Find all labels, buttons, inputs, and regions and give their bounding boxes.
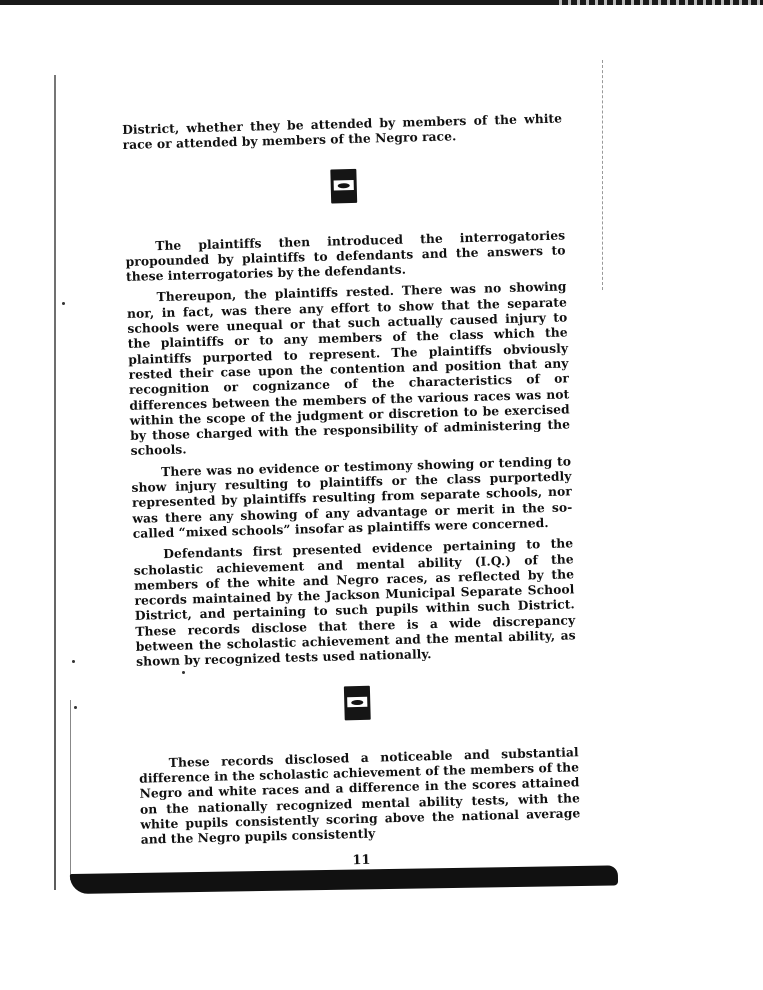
left-page-edge — [54, 75, 56, 890]
right-page-edge — [602, 60, 604, 290]
paragraph-no-evidence: There was no evidence or testimony showing or tending to show injury resulting to plaintiffs or the class purportedly represented by plaintiffs resulting from separate schools, nor was there any showing of any advantage or merit in the so-called “mixed schools” insofar as plaintiffs were concerned. — [131, 453, 573, 541]
scan-speck — [62, 302, 65, 305]
scan-speck — [72, 660, 75, 663]
seal-marker-top — [123, 163, 564, 209]
seal-icon — [330, 168, 357, 203]
paragraph-interrogatories: The plaintiffs then introduced the interrogatories propounded by plaintiffs to defendants and the answers to these interrogatories by the defendants. — [125, 227, 566, 285]
seal-marker-bottom — [137, 680, 578, 726]
paragraph-plaintiffs-rested: Thereupon, the plaintiffs rested. There was no showing nor, in fact, was there any effort to show that the separate schools were unequal or that such actually caused injury to the plaintiffs or to any members of the class which the plaintiffs purported to represent. The plaintiffs obviously rested their case upon the contention and position that any recognition or cognizance of the characteristics of or differences between the members of the various races was not within the scope of the judgment or discretion to be exercised by those charged with the responsibility of administering the schools. — [126, 278, 571, 459]
page-number: 11 — [352, 853, 371, 869]
left-page-edge-inner — [70, 700, 71, 880]
paragraph-records-disclosed: These records disclosed a noticeable and substantial difference in the scholastic achievement of the members of the Negro and white races and a difference in the scores attained on the nationally recognized mental ability tests, with the white pupils consistently scoring above the national average and the Negro pupils consistently — [138, 743, 581, 847]
paragraph-defendants-evidence: Defendants first presented evidence pertaining to the scholastic achievement and mental ability (I.Q.) of the members of the white and Negro races, as reflected by the records maintained by the Jackson Municipal Separate School District, and pertaining to such pupils within such District. These records disclose that there is a wide discrepancy between the scholastic achievement and the mental ability, as shown by recognized tests used nationally. — [133, 535, 576, 670]
seal-icon — [344, 685, 371, 720]
paragraph-continuation: District, whether they be attended by members of the white race or attended by members of the Negro race. — [122, 110, 563, 153]
top-scan-border-dotted — [553, 0, 763, 5]
scan-speck — [74, 706, 77, 709]
document-page — [122, 110, 582, 874]
